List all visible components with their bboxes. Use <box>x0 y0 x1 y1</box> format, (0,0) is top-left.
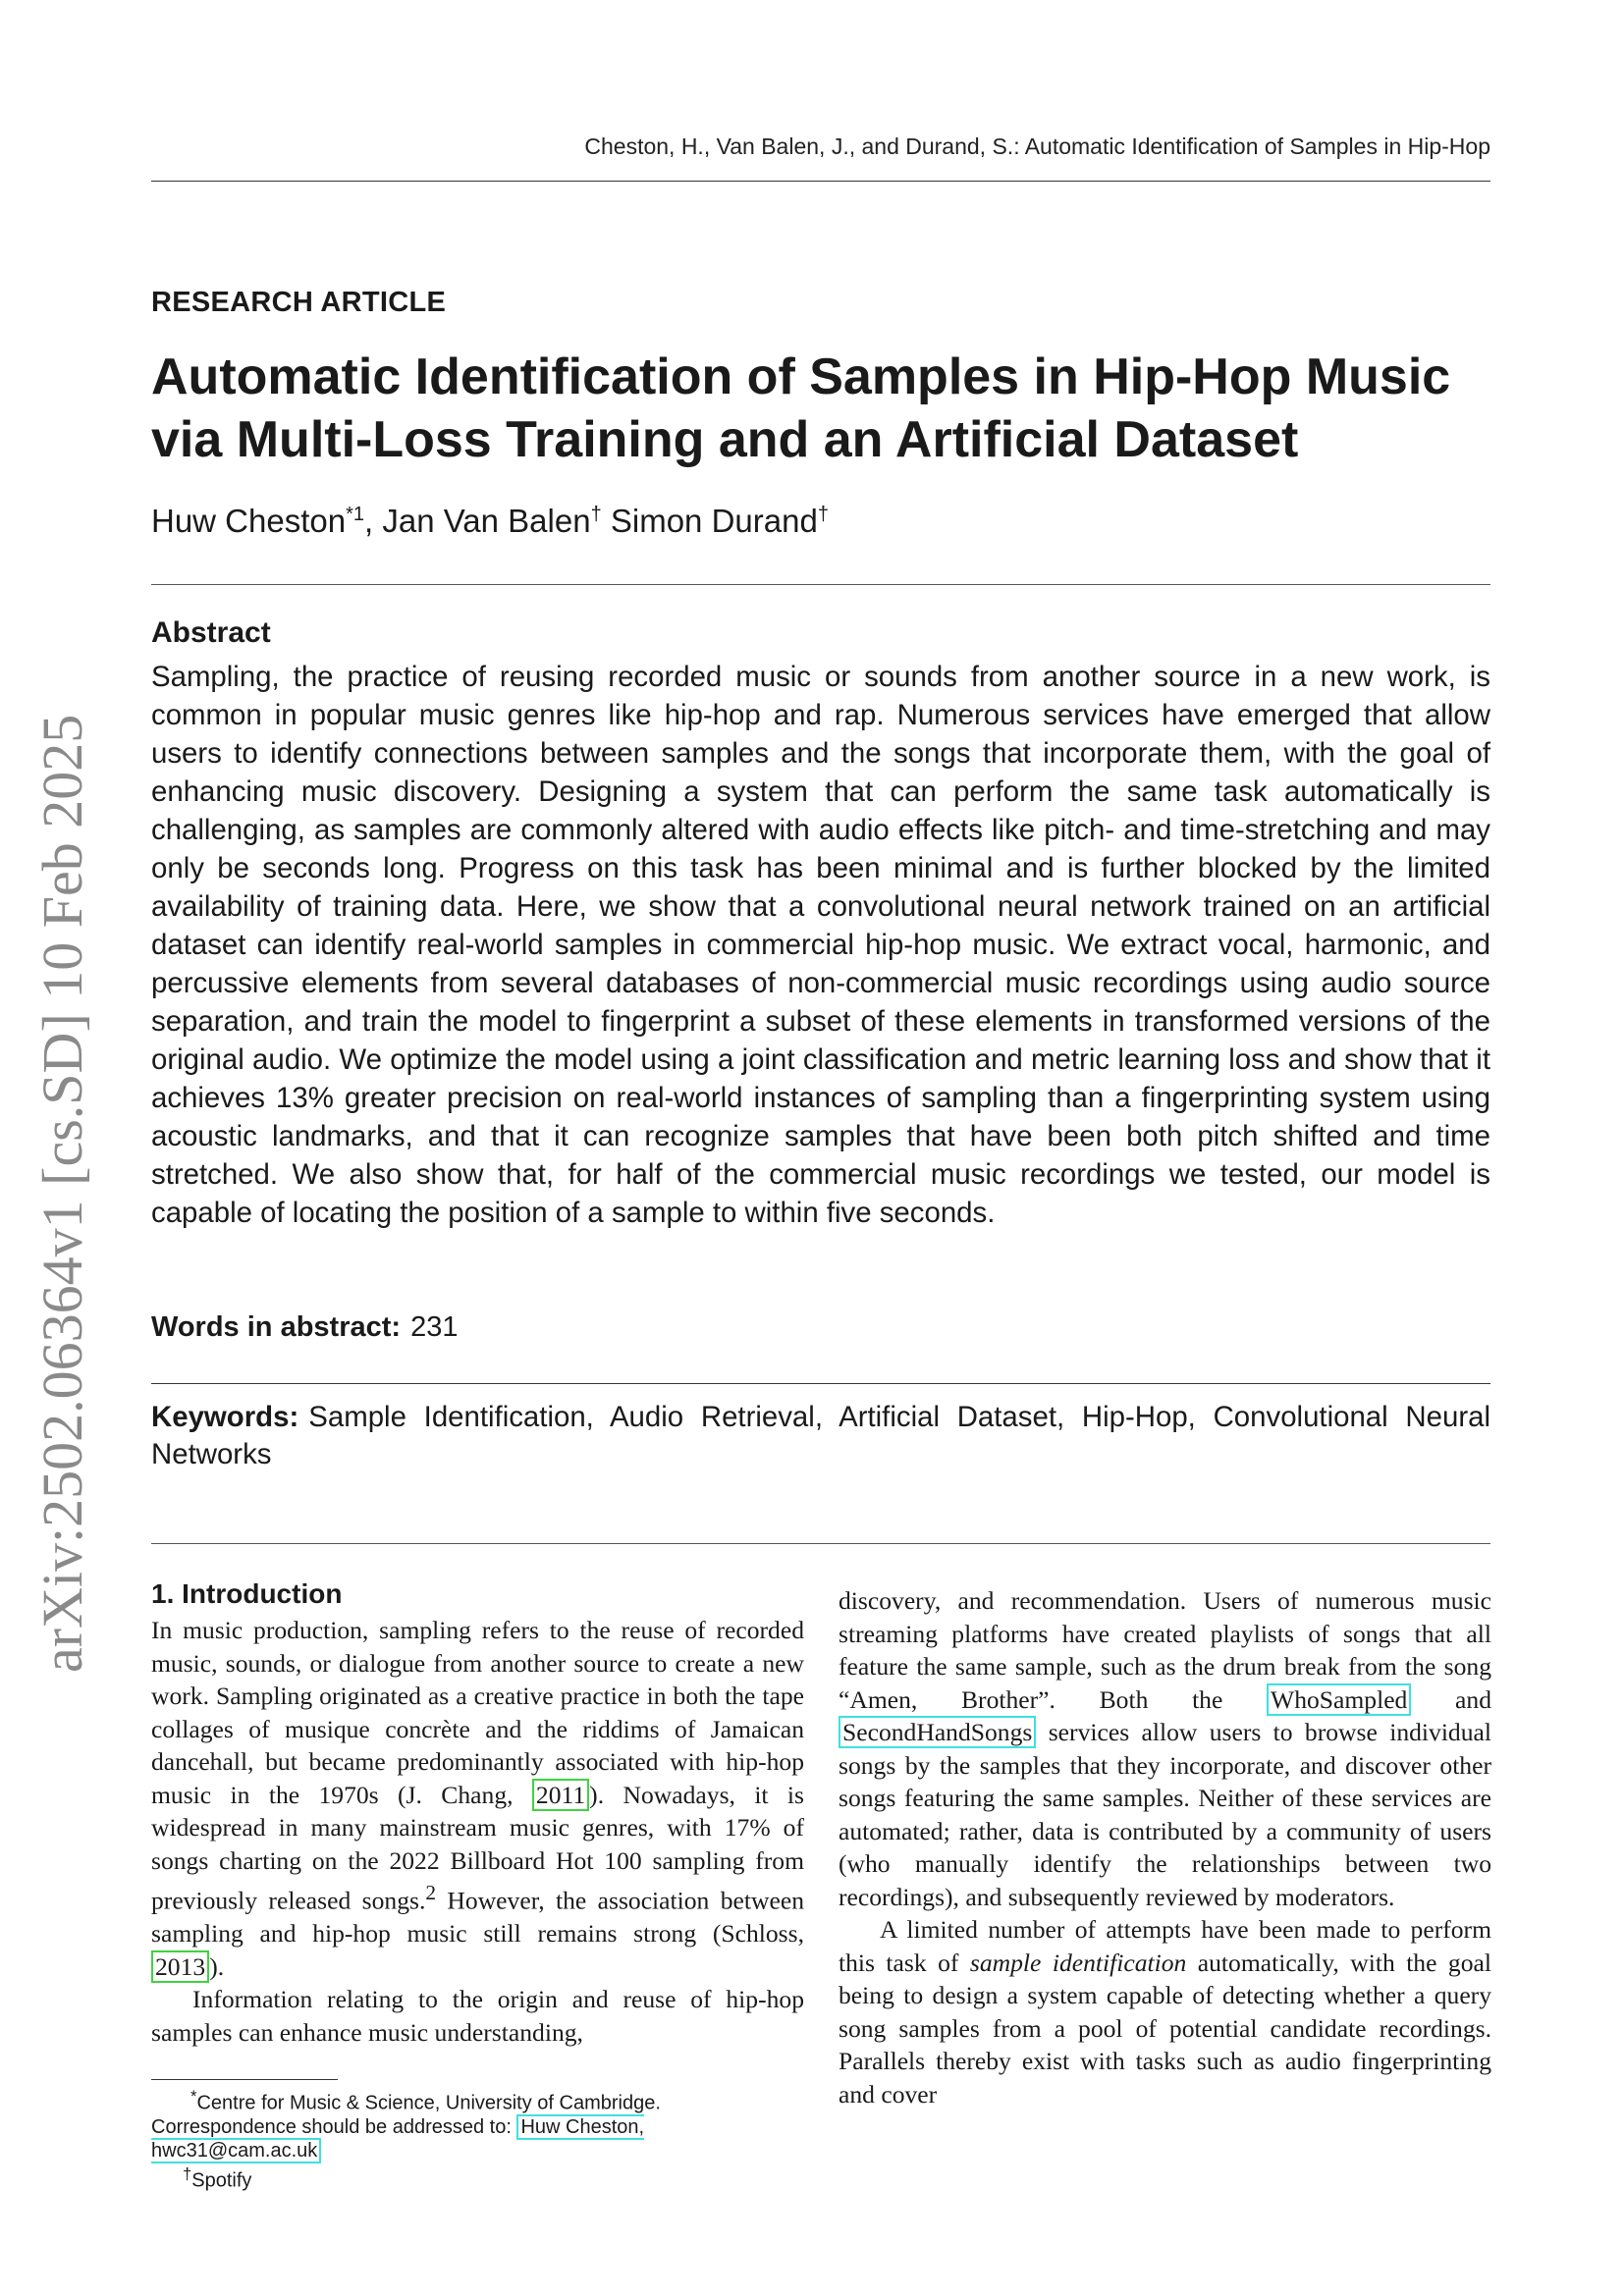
title-line-1: Automatic Identification of Samples in Hip-Hop Music <box>151 348 1451 405</box>
keywords-text: Sample Identification, Audio Retrieval, Artificial Dataset, Hip-Hop, Convolutional Neural Networks <box>151 1401 1490 1470</box>
word-count-label: Words in abstract: <box>151 1311 402 1343</box>
author-affiliation-mark: *1 <box>346 504 365 525</box>
author-name: Huw Cheston <box>151 503 347 539</box>
author-name: Jan Van Balen <box>382 503 591 539</box>
footnote-rule <box>151 2079 338 2080</box>
title-line-2: via Multi-Loss Training and an Artificial Dataset <box>151 411 1299 468</box>
footnote-affiliation: *Centre for Music & Science, University of Cambridge. Correspondence should be addressed to: Huw Cheston, hwc31@cam.ac.uk <box>151 2087 661 2162</box>
right-column <box>839 1584 1491 2110</box>
keywords-label: Keywords: <box>151 1401 299 1433</box>
author-name: Simon Durand <box>610 503 818 539</box>
keywords-block <box>151 1399 1490 1473</box>
intro-paragraph-4: A limited number of attempts have been made to perform this task of sample identification automatically, with the goal being to design a system capable of detecting whether a query song samples from a pool of potential candidate recordings. Parallels thereby exist with tasks such as audio fingerprinting and cover <box>839 1915 1491 2109</box>
footnote-spotify: †Spotify <box>183 2163 252 2192</box>
author-affiliation-mark: † <box>817 504 829 525</box>
secondhandsongs-link[interactable]: SecondHandSongs <box>839 1716 1036 1748</box>
keywords-top-rule <box>151 1383 1490 1384</box>
whosampled-link[interactable]: WhoSampled <box>1267 1683 1411 1716</box>
article-type: RESEARCH ARTICLE <box>151 287 447 318</box>
body-top-rule <box>151 1543 1490 1544</box>
intro-paragraph-1: In music production, sampling refers to the reuse of recorded music, sounds, or dialogue from another source to create a new work. Sampling originated as a creative practice in both the tape collages of musique concrète and the riddims of Jamaican dancehall, but became predominantly associated with hip-hop music in the 1970s (J. Chang, 2011 ). Nowadays, it is widespread in many mainstream music genres, with 17% of songs charting on the 2022 Billboard Hot 100 sampling from previously released songs.$^2$ However, the association between sampling and hip-hop music still remains strong (Schloss, 2013 ). <box>151 1616 804 1981</box>
intro-paragraph-3: discovery, and recommendation. Users of numerous music streaming platforms have created playlists of songs that all feature the same sample, such as the drum break from the song “Amen, Brother”. Both the WhoSampled and SecondHandSongs services allow users to browse individual songs by the samples that they incorporate, and discover other songs featuring the same samples. Neither of these services are automated; rather, data is contributed by a community of users (who manually identify the relationships between two recordings), and subsequently reviewed by moderators. <box>839 1586 1491 1911</box>
citation-link[interactable]: 2013 <box>151 1950 209 1983</box>
paper-title <box>151 346 1506 471</box>
footnote-marker[interactable]: 2 <box>425 1881 437 1904</box>
word-count <box>151 1311 458 1344</box>
abstract-top-rule <box>151 584 1490 585</box>
running-head: Cheston, H., Van Balen, J., and Durand, S.: Automatic Identification of Samples in Hip-Hop <box>584 133 1490 159</box>
citation-link[interactable]: 2011 <box>532 1779 589 1811</box>
email-link[interactable]: Huw Cheston, hwc31@cam.ac.uk <box>151 2115 645 2162</box>
abstract-heading: Abstract <box>151 616 271 649</box>
intro-paragraph-2: Information relating to the origin and reuse of hip-hop samples can enhance music understanding, <box>151 1985 804 2047</box>
emphasis-term: sample identification <box>969 1948 1187 1977</box>
left-column <box>151 1577 804 2049</box>
footnotes <box>151 2085 770 2192</box>
author-list: Huw Cheston$^{*1}$, Jan Van Balen† Simon Durand† <box>151 503 829 539</box>
header-rule <box>151 181 1490 182</box>
word-count-value: 231 <box>410 1311 459 1343</box>
author-affiliation-mark: † <box>590 504 602 525</box>
section-heading-introduction: 1. Introduction <box>151 1578 343 1609</box>
abstract-text: Sampling, the practice of reusing recorded music or sounds from another source in a new work, is common in popular music genres like hip-hop and rap. Numerous services have emerged that allow users to identify connections between samples and the songs that incorporate them, with the goal of enhancing music discovery. Designing a system that can perform the same task automatically is challenging, as samples are commonly altered with audio effects like pitch- and time-stretching and may only be seconds long. Progress on this task has been minimal and is further blocked by the limited availability of training data. Here, we show that a convolutional neural network trained on an artificial dataset can identify real-world samples in commercial hip-hop music. We extract vocal, harmonic, and percussive elements from several databases of non-commercial music recordings using audio source separation, and train the model to fingerprint a subset of these elements in transformed versions of the original audio. We optimize the model using a joint classification and metric learning loss and show that it achieves 13% greater precision on real-world instances of sampling than a fingerprinting system using acoustic landmarks, and that it can recognize samples that have been both pitch shifted and time stretched. We also show that, for half of the commercial music recordings we tested, our model is capable of locating the position of a sample to within five seconds. <box>151 661 1490 1229</box>
arxiv-identifier: arXiv:2502.06364v1 [cs.SD] 10 Feb 2025 <box>30 714 94 1673</box>
